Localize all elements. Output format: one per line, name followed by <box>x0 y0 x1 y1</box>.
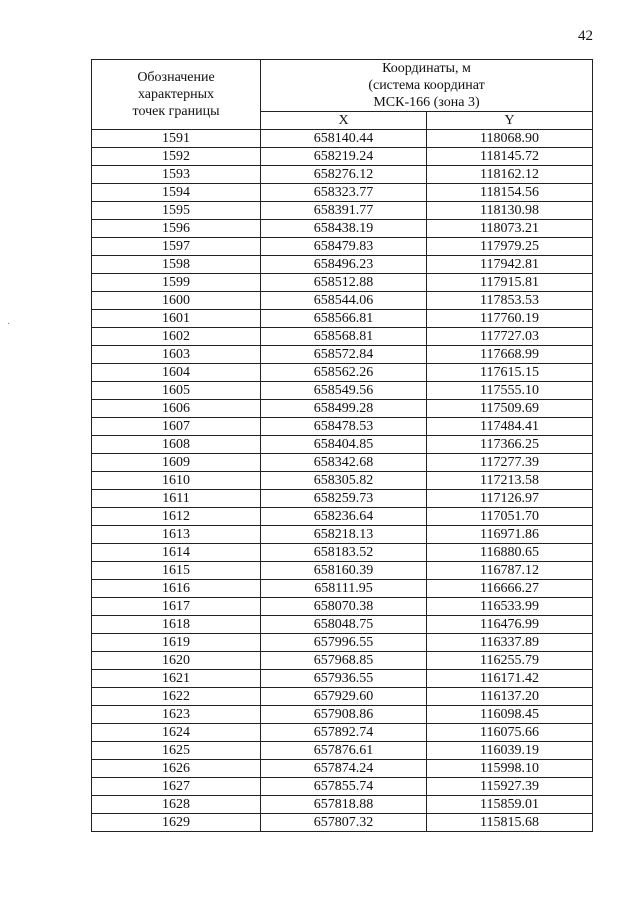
y-coordinate-cell: 117051.70 <box>427 508 593 526</box>
coordinates-table <box>91 59 593 832</box>
point-id-cell: 1627 <box>92 778 261 796</box>
header-y: Y <box>427 112 593 130</box>
point-id-cell: 1628 <box>92 796 261 814</box>
point-id-cell: 1610 <box>92 472 261 490</box>
x-coordinate-cell: 658479.83 <box>261 238 427 256</box>
point-id-cell: 1593 <box>92 166 261 184</box>
point-id-cell: 1592 <box>92 148 261 166</box>
x-coordinate-cell: 657874.24 <box>261 760 427 778</box>
table-body <box>92 130 593 832</box>
x-coordinate-cell: 658160.39 <box>261 562 427 580</box>
point-id-cell: 1597 <box>92 238 261 256</box>
y-coordinate-cell: 118145.72 <box>427 148 593 166</box>
table-row <box>92 166 593 184</box>
y-coordinate-cell: 117126.97 <box>427 490 593 508</box>
y-coordinate-cell: 117509.69 <box>427 400 593 418</box>
x-coordinate-cell: 658070.38 <box>261 598 427 616</box>
table-row <box>92 760 593 778</box>
y-coordinate-cell: 117727.03 <box>427 328 593 346</box>
table-row <box>92 652 593 670</box>
point-id-cell: 1615 <box>92 562 261 580</box>
x-coordinate-cell: 657818.88 <box>261 796 427 814</box>
x-coordinate-cell: 658305.82 <box>261 472 427 490</box>
point-id-cell: 1608 <box>92 436 261 454</box>
x-coordinate-cell: 657892.74 <box>261 724 427 742</box>
y-coordinate-cell: 117979.25 <box>427 238 593 256</box>
y-coordinate-cell: 117484.41 <box>427 418 593 436</box>
point-id-cell: 1616 <box>92 580 261 598</box>
table-row <box>92 562 593 580</box>
y-coordinate-cell: 116787.12 <box>427 562 593 580</box>
y-coordinate-cell: 117615.15 <box>427 364 593 382</box>
x-coordinate-cell: 657996.55 <box>261 634 427 652</box>
x-coordinate-cell: 658111.95 <box>261 580 427 598</box>
x-coordinate-cell: 658568.81 <box>261 328 427 346</box>
x-coordinate-cell: 658512.88 <box>261 274 427 292</box>
y-coordinate-cell: 117555.10 <box>427 382 593 400</box>
point-id-cell: 1611 <box>92 490 261 508</box>
table-row <box>92 526 593 544</box>
table-row <box>92 274 593 292</box>
point-id-cell: 1604 <box>92 364 261 382</box>
table-row <box>92 598 593 616</box>
point-id-cell: 1612 <box>92 508 261 526</box>
header-x: X <box>261 112 427 130</box>
x-coordinate-cell: 658342.68 <box>261 454 427 472</box>
x-coordinate-cell: 658404.85 <box>261 436 427 454</box>
x-coordinate-cell: 657929.60 <box>261 688 427 706</box>
table-row <box>92 472 593 490</box>
point-id-cell: 1595 <box>92 202 261 220</box>
table-row <box>92 202 593 220</box>
point-id-cell: 1605 <box>92 382 261 400</box>
scan-speck: · <box>7 319 11 330</box>
table-row <box>92 814 593 832</box>
x-coordinate-cell: 658276.12 <box>261 166 427 184</box>
table-row <box>92 436 593 454</box>
table-row <box>92 688 593 706</box>
y-coordinate-cell: 116075.66 <box>427 724 593 742</box>
table-row <box>92 148 593 166</box>
table-row <box>92 724 593 742</box>
point-id-cell: 1618 <box>92 616 261 634</box>
table-row <box>92 382 593 400</box>
y-coordinate-cell: 116137.20 <box>427 688 593 706</box>
table-row <box>92 220 593 238</box>
point-id-cell: 1625 <box>92 742 261 760</box>
table-row <box>92 508 593 526</box>
x-coordinate-cell: 658499.28 <box>261 400 427 418</box>
y-coordinate-cell: 117760.19 <box>427 310 593 328</box>
table-row <box>92 634 593 652</box>
point-id-cell: 1606 <box>92 400 261 418</box>
point-id-cell: 1626 <box>92 760 261 778</box>
table-row <box>92 670 593 688</box>
table-row <box>92 292 593 310</box>
point-id-cell: 1603 <box>92 346 261 364</box>
point-id-cell: 1602 <box>92 328 261 346</box>
table-row <box>92 418 593 436</box>
table-row <box>92 616 593 634</box>
y-coordinate-cell: 116171.42 <box>427 670 593 688</box>
y-coordinate-cell: 117366.25 <box>427 436 593 454</box>
point-id-cell: 1621 <box>92 670 261 688</box>
point-id-cell: 1620 <box>92 652 261 670</box>
y-coordinate-cell: 115998.10 <box>427 760 593 778</box>
x-coordinate-cell: 658496.23 <box>261 256 427 274</box>
point-id-cell: 1629 <box>92 814 261 832</box>
y-coordinate-cell: 116098.45 <box>427 706 593 724</box>
y-coordinate-cell: 115815.68 <box>427 814 593 832</box>
x-coordinate-cell: 658323.77 <box>261 184 427 202</box>
point-id-cell: 1601 <box>92 310 261 328</box>
y-coordinate-cell: 117853.53 <box>427 292 593 310</box>
x-coordinate-cell: 657855.74 <box>261 778 427 796</box>
y-coordinate-cell: 116255.79 <box>427 652 593 670</box>
y-coordinate-cell: 117915.81 <box>427 274 593 292</box>
y-coordinate-cell: 118162.12 <box>427 166 593 184</box>
y-coordinate-cell: 116666.27 <box>427 580 593 598</box>
point-id-cell: 1614 <box>92 544 261 562</box>
y-coordinate-cell: 118154.56 <box>427 184 593 202</box>
table-row <box>92 490 593 508</box>
table-row <box>92 796 593 814</box>
x-coordinate-cell: 657876.61 <box>261 742 427 760</box>
table-row <box>92 328 593 346</box>
table-row <box>92 364 593 382</box>
table-row <box>92 706 593 724</box>
y-coordinate-cell: 116337.89 <box>427 634 593 652</box>
y-coordinate-cell: 116039.19 <box>427 742 593 760</box>
point-id-cell: 1594 <box>92 184 261 202</box>
point-id-cell: 1600 <box>92 292 261 310</box>
y-coordinate-cell: 118130.98 <box>427 202 593 220</box>
x-coordinate-cell: 658438.19 <box>261 220 427 238</box>
table-row <box>92 580 593 598</box>
x-coordinate-cell: 658259.73 <box>261 490 427 508</box>
x-coordinate-cell: 658572.84 <box>261 346 427 364</box>
y-coordinate-cell: 116533.99 <box>427 598 593 616</box>
table-row <box>92 256 593 274</box>
table-row <box>92 184 593 202</box>
table-row <box>92 310 593 328</box>
y-coordinate-cell: 115859.01 <box>427 796 593 814</box>
table-row <box>92 400 593 418</box>
y-coordinate-cell: 115927.39 <box>427 778 593 796</box>
y-coordinate-cell: 117668.99 <box>427 346 593 364</box>
table-row <box>92 238 593 256</box>
x-coordinate-cell: 658566.81 <box>261 310 427 328</box>
x-coordinate-cell: 658562.26 <box>261 364 427 382</box>
point-id-cell: 1622 <box>92 688 261 706</box>
x-coordinate-cell: 658391.77 <box>261 202 427 220</box>
x-coordinate-cell: 658140.44 <box>261 130 427 148</box>
x-coordinate-cell: 658478.53 <box>261 418 427 436</box>
x-coordinate-cell: 657807.32 <box>261 814 427 832</box>
x-coordinate-cell: 657968.85 <box>261 652 427 670</box>
header-coordinates-title: Координаты, м (система координат МСК-166 (зона 3) <box>261 60 593 112</box>
x-coordinate-cell: 658236.64 <box>261 508 427 526</box>
y-coordinate-cell: 116476.99 <box>427 616 593 634</box>
x-coordinate-cell: 658549.56 <box>261 382 427 400</box>
y-coordinate-cell: 118068.90 <box>427 130 593 148</box>
table-header <box>92 60 593 130</box>
point-id-cell: 1598 <box>92 256 261 274</box>
point-id-cell: 1624 <box>92 724 261 742</box>
table-row <box>92 346 593 364</box>
point-id-cell: 1623 <box>92 706 261 724</box>
x-coordinate-cell: 658544.06 <box>261 292 427 310</box>
point-id-cell: 1613 <box>92 526 261 544</box>
point-id-cell: 1607 <box>92 418 261 436</box>
table-row <box>92 454 593 472</box>
point-id-cell: 1591 <box>92 130 261 148</box>
y-coordinate-cell: 117213.58 <box>427 472 593 490</box>
header-point-label: Обозначение характерных точек границы <box>92 60 261 130</box>
y-coordinate-cell: 116971.86 <box>427 526 593 544</box>
point-id-cell: 1599 <box>92 274 261 292</box>
table-row <box>92 742 593 760</box>
y-coordinate-cell: 117942.81 <box>427 256 593 274</box>
x-coordinate-cell: 658219.24 <box>261 148 427 166</box>
table-row <box>92 778 593 796</box>
y-coordinate-cell: 117277.39 <box>427 454 593 472</box>
table-row <box>92 544 593 562</box>
y-coordinate-cell: 118073.21 <box>427 220 593 238</box>
point-id-cell: 1619 <box>92 634 261 652</box>
point-id-cell: 1596 <box>92 220 261 238</box>
x-coordinate-cell: 658218.13 <box>261 526 427 544</box>
point-id-cell: 1617 <box>92 598 261 616</box>
page-number: 42 <box>578 28 593 44</box>
x-coordinate-cell: 658183.52 <box>261 544 427 562</box>
x-coordinate-cell: 657936.55 <box>261 670 427 688</box>
point-id-cell: 1609 <box>92 454 261 472</box>
table-row <box>92 130 593 148</box>
y-coordinate-cell: 116880.65 <box>427 544 593 562</box>
x-coordinate-cell: 657908.86 <box>261 706 427 724</box>
x-coordinate-cell: 658048.75 <box>261 616 427 634</box>
